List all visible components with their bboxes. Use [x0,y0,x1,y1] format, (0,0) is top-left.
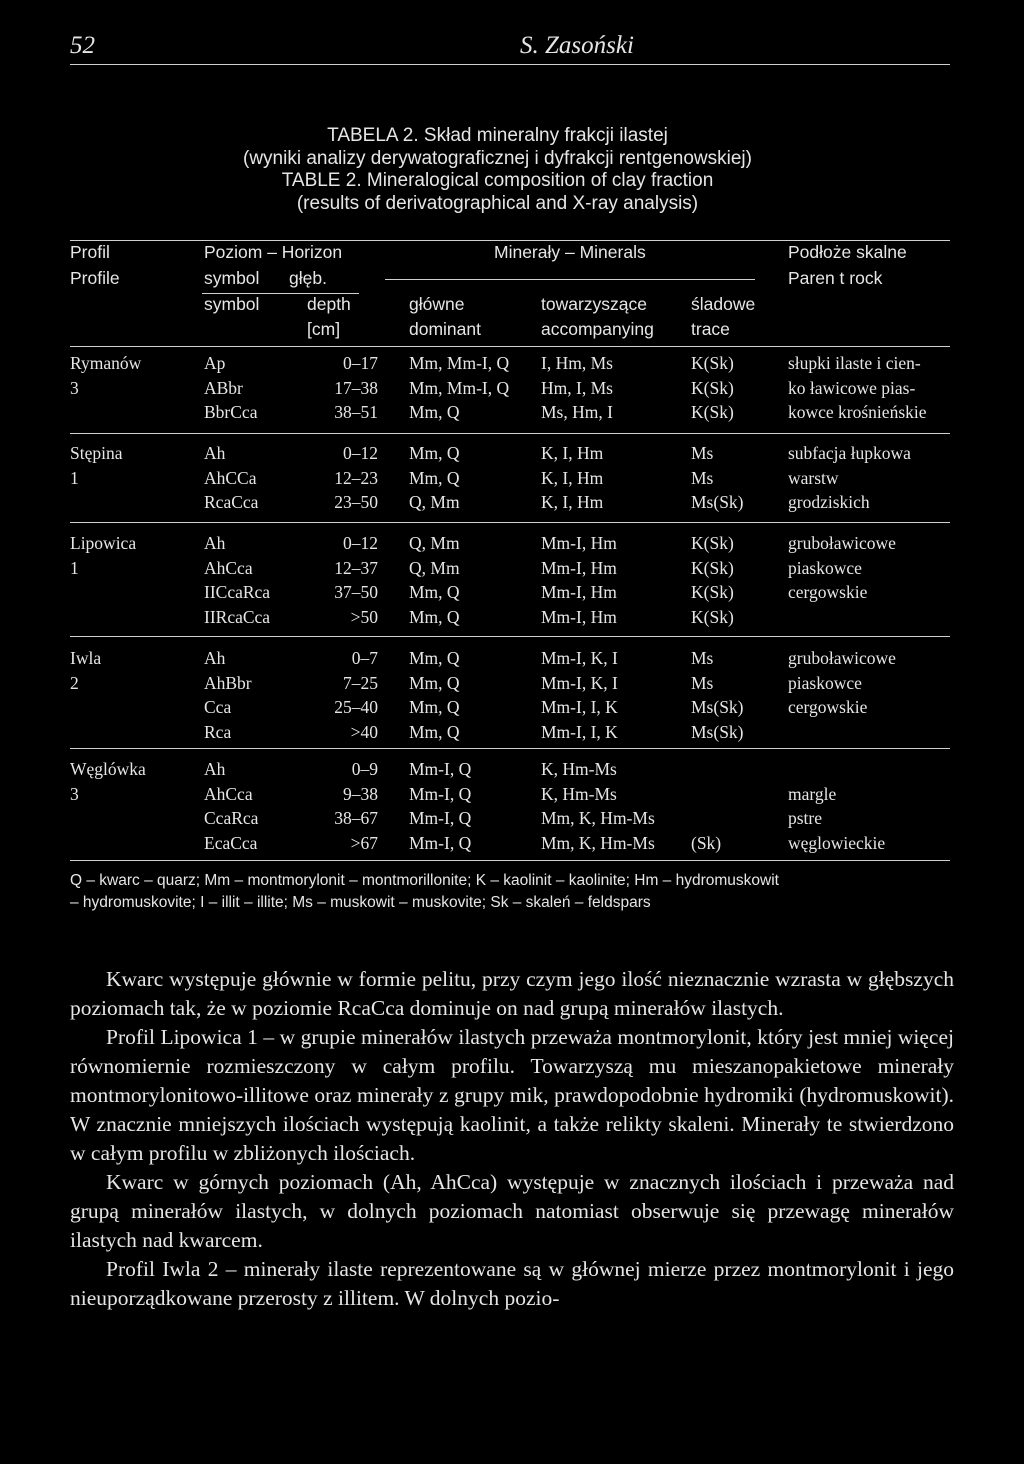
dominant-minerals: Mm, Q [409,607,460,628]
horizon-symbol: ABbr [204,377,243,398]
horizon-depth: 17–38 [334,377,378,398]
caption-line-pl-title: TABELA 2. Skład mineralny frakcji ilastej [327,125,668,146]
header-glebokosc: głęb. [289,268,327,288]
trace-minerals: K(Sk) [691,557,734,578]
paragraph: Kwarc występuje głównie w formie pelitu, przy czym jego ilość nieznacznie wzrasta w głębszych poziomach tak, że w poziomie RcaCca dominuje on nad grupą minerałów ilastych. [70,967,954,1020]
horizon-symbol: AhCCa [204,467,257,488]
horizon-symbol: RcaCca [204,492,259,513]
trace-minerals: Ms [691,467,714,488]
dominant-minerals: Mm, Q [409,443,460,463]
trace-minerals: K(Sk) [691,353,734,373]
horizon-depth: 0–12 [343,533,378,553]
horizon-depth: 37–50 [334,582,378,603]
dominant-minerals: Mm-I, Q [409,808,472,829]
horizon-depth: 12–37 [334,557,378,578]
horizon-symbol: AhBbr [204,672,252,693]
table-legend [70,870,960,914]
table-caption [70,125,950,215]
horizon-symbol: EcaCca [204,833,258,854]
horizon-depth: 0–17 [343,353,378,373]
accompanying-minerals: Mm-I, Hm [541,533,617,553]
dominant-minerals: Mm-I, Q [409,833,472,854]
accompanying-minerals: Mm, K, Hm-Ms [541,833,655,854]
horizon-symbol: IICcaRca [204,582,271,603]
header-profil: Profil [70,242,110,262]
parent-rock: margle [788,783,837,804]
dominant-minerals: Mm-I, Q [409,759,472,779]
horizon-symbol: IIRcaCca [204,607,271,628]
accompanying-minerals: Mm-I, Hm [541,582,617,603]
horizon-symbol: Cca [204,697,232,718]
horizon-symbol: CcaRca [204,808,259,829]
horizon-depth: 12–23 [334,467,378,488]
parent-rock: subfacja łupkowa [788,443,911,463]
trace-minerals: (Sk) [691,833,722,854]
horizon-symbol: AhCca [204,783,253,804]
profile-name: Iwla [70,648,102,668]
caption-line-en-title: TABLE 2. Mineralogical composition of clay fraction [281,170,714,191]
header-cm: [cm] [307,319,341,339]
group-separator-rule [70,433,950,434]
group-separator-rule [70,636,950,637]
accompanying-minerals: Mm, K, Hm-Ms [541,808,655,829]
horizon-depth: 25–40 [334,697,378,718]
running-head-author: S. Zasoński [520,32,634,59]
parent-rock: pstre [788,808,823,829]
accompanying-minerals: I, Hm, Ms [541,353,613,373]
trace-minerals: K(Sk) [691,607,734,628]
horizon-symbol: Ah [204,533,226,553]
trace-minerals: K(Sk) [691,582,734,603]
header-poziom-horizon: Poziom – Horizon [204,242,343,262]
trace-minerals: Ms(Sk) [691,492,744,513]
accompanying-minerals: Hm, I, Ms [541,377,613,398]
accompanying-minerals: K, Hm-Ms [541,783,617,804]
parent-rock: cergowskie [788,582,868,603]
header-depth: depth [307,294,351,314]
dominant-minerals: Mm-I, Q [409,783,472,804]
accompanying-minerals: Ms, Hm, I [541,402,613,423]
horizon-symbol: BbrCca [204,402,258,423]
parent-rock: piaskowce [788,557,862,578]
horizon-symbol: Ah [204,648,226,668]
dominant-minerals: Mm, Mm-I, Q [409,353,510,373]
horizon-depth: 0–9 [351,759,378,779]
legend-line: Q – kwarc – quarz; Mm – montmorylonit – montmorillonite; K – kaolinit – kaolinite; Hm – hydromuskowit [70,872,779,889]
accompanying-minerals: K, I, Hm [541,443,604,463]
trace-minerals: K(Sk) [691,402,734,423]
dominant-minerals: Mm, Q [409,648,460,668]
trace-minerals: Ms(Sk) [691,722,744,743]
horizon-depth: 38–51 [334,402,378,423]
accompanying-minerals: Mm-I, Hm [541,557,617,578]
trace-minerals: K(Sk) [691,377,734,398]
profile-number: 1 [70,557,79,578]
header-dominant: dominant [409,319,481,339]
paragraph: Profil Lipowica 1 – w grupie minerałów ilastych przeważa montmorylonit, który jest mniej więcej równomiernie rozmieszczony w całym profilu. Towarzyszą mu mieszanopakietowe minerały montmorylonitowo-illitowe oraz minerały z grupy mik, prawdopodobnie hydromiki (hydromuskowit). W znacznie mniejszych ilościach występują kaolinit, a także relikty skaleni. Minerały te stwierdzono w całym profilu w zbliżonych ilościach. [70,1025,954,1165]
header-bottom-rule [70,346,950,347]
dominant-minerals: Mm, Q [409,467,460,488]
horizon-depth: 0–7 [351,648,378,668]
accompanying-minerals: Mm-I, K, I [541,672,618,693]
table-top-rule [70,240,950,241]
horizon-depth: >67 [350,833,378,854]
header-parent-rock: Paren t rock [788,268,883,288]
accompanying-minerals: Mm-I, I, K [541,722,618,743]
accompanying-minerals: K, Hm-Ms [541,759,617,779]
group-separator-rule [70,860,950,861]
horizon-symbol: Rca [204,722,232,743]
horizon-depth: 9–38 [343,783,378,804]
profile-name: Stępina [70,443,123,463]
caption-line-en-sub: (results of derivatographical and X-ray analysis) [296,192,699,214]
dominant-minerals: Mm, Q [409,672,460,693]
horizon-depth: 23–50 [334,492,378,513]
horizon-depth: >50 [350,607,378,628]
accompanying-minerals: Mm-I, I, K [541,697,618,718]
horizon-symbol: AhCca [204,557,253,578]
running-header [70,28,950,65]
horizon-depth: >40 [350,722,378,743]
parent-rock: ko ławicowe pias- [788,377,916,398]
legend-line: – hydromuskovite; I – illit – illite; Ms – muskowit – muskovite; Sk – skaleń – feldspars [70,894,651,911]
accompanying-minerals: Mm-I, K, I [541,648,618,668]
dominant-minerals: Q, Mm [409,557,460,578]
trace-minerals: Ms [691,443,714,463]
accompanying-minerals: K, I, Hm [541,492,604,513]
header-towarzyszace: towarzyszące [541,294,648,314]
profile-name: Rymanów [70,353,142,373]
parent-rock: kowce krośnieńskie [788,402,927,423]
profile-name: Lipowica [70,533,137,553]
horizon-symbol: Ah [204,759,226,779]
dominant-minerals: Mm, Mm-I, Q [409,377,510,398]
profile-number: 2 [70,672,79,693]
header-accompanying: accompanying [541,319,654,339]
header-glowne: główne [409,294,465,314]
horizon-symbol: Ap [204,353,226,373]
header-profile: Profile [70,268,120,288]
dominant-minerals: Mm, Q [409,402,460,423]
trace-minerals: Ms [691,672,714,693]
trace-minerals: Ms [691,648,714,668]
dominant-minerals: Mm, Q [409,722,460,743]
dominant-minerals: Q, Mm [409,533,460,553]
accompanying-minerals: Mm-I, Hm [541,607,617,628]
group-separator-rule [70,522,950,523]
parent-rock: warstw [788,467,839,488]
dominant-minerals: Mm, Q [409,582,460,603]
profile-name: Węglówka [70,759,146,779]
caption-line-pl-sub: (wyniki analizy derywatograficznej i dyfrakcji rentgenowskiej) [243,147,752,169]
dominant-minerals: Q, Mm [409,492,460,513]
parent-rock: słupki ilaste i cien- [788,353,921,373]
header-sladowe: śladowe [691,294,756,314]
parent-rock: gruboławicowe [788,648,896,668]
profile-number: 3 [70,377,79,398]
horizon-depth: 38–67 [334,808,378,829]
parent-rock: piaskowce [788,672,862,693]
minerals-subrule [385,279,755,280]
trace-minerals: K(Sk) [691,533,734,553]
header-trace: trace [691,319,730,339]
horizon-depth: 7–25 [343,672,378,693]
header-podloze: Podłoże skalne [788,242,907,262]
parent-rock: gruboławicowe [788,533,896,553]
horizon-depth: 0–12 [343,443,378,463]
parent-rock: węglowieckie [788,833,886,854]
paragraph: Profil Iwla 2 – minerały ilaste reprezentowane są w głównej mierze przez montmorylonit i jego nieuporządkowane przerosty z illitem. W dolnych pozio- [70,1257,954,1310]
profile-number: 1 [70,467,79,488]
group-separator-rule [70,748,950,749]
header-mineraly: Minerały – Minerals [494,242,646,262]
parent-rock: grodziskich [788,492,870,513]
header-symbol-pl: symbol [204,268,260,288]
parent-rock: cergowskie [788,697,868,718]
accompanying-minerals: K, I, Hm [541,467,604,488]
paragraph: Kwarc w górnych poziomach (Ah, AhCca) występuje w znacznych ilościach i przeważa nad grupą minerałów ilastych, w dolnych poziomach natomiast obserwuje się przewagę minerałów ilastych nad kwarcem. [70,1170,954,1252]
page-number: 52 [70,32,95,59]
profile-number: 3 [70,783,79,804]
dominant-minerals: Mm, Q [409,697,460,718]
header-symbol-en: symbol [204,294,260,314]
body-text [70,965,954,1313]
trace-minerals: Ms(Sk) [691,697,744,718]
horizon-symbol: Ah [204,443,226,463]
